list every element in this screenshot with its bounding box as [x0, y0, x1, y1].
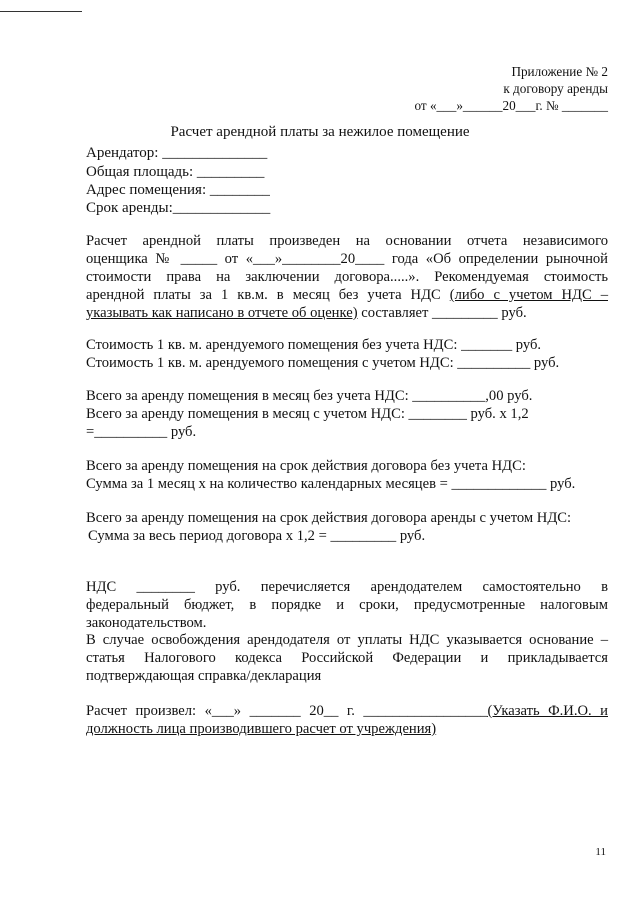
page-title: Расчет арендной платы за нежилое помещение — [170, 124, 470, 140]
basis-line-5 — [86, 305, 527, 322]
term-no-vat-heading: Всего за аренду помещения на срок действия договора без учета НДС: — [86, 458, 526, 474]
field-tenant: Арендатор: ______________ — [86, 145, 268, 161]
monthly-no-vat: Всего за аренду помещения в месяц без учета НДС: __________,00 руб. — [86, 388, 533, 404]
field-area: Общая площадь: _________ — [86, 164, 265, 180]
term-no-vat-formula: Сумма за 1 месяц х на количество календарных месяцев = _____________ руб. — [86, 476, 576, 492]
cost-per-sqm-no-vat: Стоимость 1 кв. м. арендуемого помещения без учета НДС: _______ руб. — [86, 337, 542, 353]
signature-name-hint: (Указать Ф.И.О. и — [487, 703, 608, 719]
cost-per-sqm-with-vat: Стоимость 1 кв. м. арендуемого помещения с учетом НДС: __________ руб. — [86, 355, 560, 371]
signature-date: Расчет произвел: «___» _______ 20__ г. _________________ — [86, 703, 488, 719]
field-term: Срок аренды:_____________ — [86, 200, 271, 216]
basis-line-4-text: арендной платы за 1 кв.м. в месяц без учета НДС — [86, 287, 450, 303]
basis-vat-note-start: (либо с учетом НДС – — [449, 287, 608, 303]
vat-note-line-2: федеральный бюджет, в порядке и сроки, предусмотренные налоговым — [86, 597, 608, 613]
basis-line-4 — [86, 287, 608, 304]
basis-vat-note-end: указывать как написано в отчете об оценке) — [86, 305, 358, 321]
basis-line-1: Расчет арендной платы произведен на основании отчета независимого — [86, 233, 608, 249]
vat-note-line-4: В случае освобождения арендодателя от уплаты НДС указывается основание – — [86, 632, 608, 648]
vat-note-line-6: подтверждающая справка/декларация — [86, 668, 322, 684]
basis-line-2: оценщика № _____ от «___»________20____ года «Об определении рыночной — [86, 251, 608, 267]
page-number: 11 — [595, 846, 606, 858]
appendix-contract: к договору аренды — [503, 81, 608, 96]
top-rule — [0, 11, 82, 12]
vat-note-line-1: НДС ________ руб. перечисляется арендодателем самостоятельно в — [86, 579, 608, 595]
appendix-number: Приложение № 2 — [511, 64, 608, 79]
monthly-with-vat-result: =__________ руб. — [86, 424, 197, 440]
signature-position-hint: должность лица производившего расчет от учреждения) — [86, 721, 437, 737]
basis-line-3: стоимости права на заключении договора.....». Рекомендуемая стоимость — [86, 269, 608, 285]
vat-note-line-3: законодательством. — [86, 615, 207, 631]
term-vat-heading: Всего за аренду помещения на срок действия договора аренды с учетом НДС: — [86, 510, 572, 526]
term-vat-formula: Сумма за весь период договора х 1,2 = _________ руб. — [88, 528, 426, 544]
vat-note-line-5: статья Налогового кодекса Российской Федерации и прикладывается — [86, 650, 608, 666]
field-address: Адрес помещения: ________ — [86, 182, 270, 198]
signature-line-1 — [86, 703, 608, 720]
monthly-with-vat: Всего за аренду помещения в месяц с учетом НДС: ________ руб. х 1,2 — [86, 406, 529, 422]
basis-amount: составляет _________ руб. — [357, 305, 527, 321]
appendix-date-line: от «___»______20___г. № _______ — [414, 98, 608, 113]
